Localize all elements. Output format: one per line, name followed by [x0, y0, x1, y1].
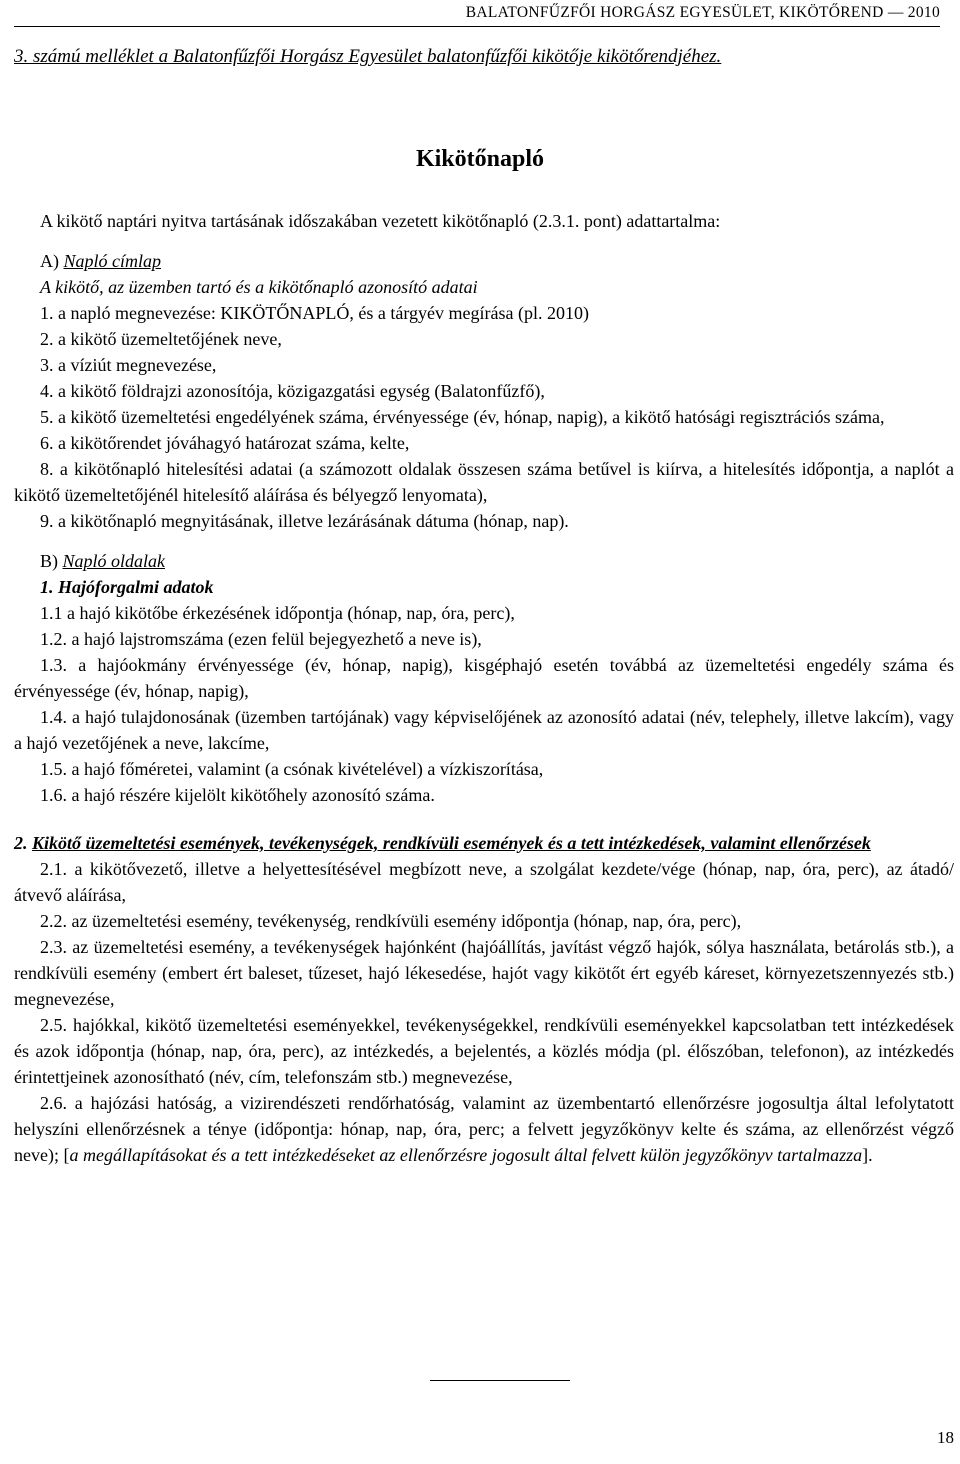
document-body — [14, 208, 954, 1168]
section-b-title: Napló oldalak — [62, 551, 165, 571]
list-item: 2. a kikötő üzemeltetőjének neve, — [40, 329, 282, 349]
list-item: 1.1 a hajó kikötőbe érkezésének időpontja (hónap, nap, óra, perc), — [40, 603, 515, 623]
annex-title: 3. számú melléklet a Balatonfűzfői Horgász Egyesület balatonfűzfői kikötője kikötőrendjéhez. — [14, 46, 722, 67]
section-a-subheading: A kikötő, az üzemben tartó és a kikötőnapló azonosító adatai — [40, 277, 478, 297]
spacer — [14, 808, 954, 830]
list-item: 6. a kikötőrendet jóváhagyó határozat száma, kelte, — [40, 433, 410, 453]
section-b-prefix: B) — [40, 551, 63, 571]
list-item: 1.4. a hajó tulajdonosának (üzemben tartójának) vagy képviselőjének az azonosító adatai (név, telephely, illetve lakcím), vagy a hajó vezetőjének a neve, lakcíme, — [14, 707, 954, 753]
list-item: 1.3. a hajóokmány érvényessége (év, hónap, napig), kisgéphajó esetén továbbá az üzemeltetési engedély száma és érvényessége (év, hónap, napig), — [14, 655, 954, 701]
section-a-prefix: A) — [40, 251, 64, 271]
subsection-2-title: Kikötő üzemeltetési események, tevékenységek, rendkívüli események és a tett intézkedések, valamint ellenőrzések — [32, 833, 871, 853]
page-number: 18 — [937, 1428, 954, 1447]
last-item-text: 2.6. a hajózási hatóság, a vizirendészeti rendőrhatóság, valamint az üzembentartó ellenőrzésre jogosultja által lefolytatott helyszíni ellenőrzésnek a ténye (időpontja: hónap, nap, óra, perc; a felvett jegyzőkönyv kelte és száma, az ellenőrzést végző neve); [ — [14, 1093, 954, 1165]
list-item: 9. a kikötőnapló megnyitásának, illetve lezárásának dátuma (hónap, nap). — [40, 511, 569, 531]
list-item: 2.1. a kikötővezető, illetve a helyettesítésével megbízott neve, a szolgálat kezdete/vége (hónap, nap, óra, perc), az átadó/átvevő aláírása, — [14, 859, 954, 905]
section-a-title: Napló címlap — [63, 251, 161, 271]
list-item: 8. a kikötőnapló hitelesítési adatai (a számozott oldalak összesen száma betűvel is kiírva, a hitelesítés időpontja, a naplót a kikötő üzemeltetőjénél hitelesítő aláírása és bélyegző lenyomata), — [14, 459, 954, 505]
last-item-italic: a megállapításokat és a tett intézkedéseket az ellenőrzésre jogosult által felvett külön jegyzőkönyv tartalmazza — [69, 1145, 863, 1165]
list-item: 2.3. az üzemeltetési esemény, a tevékenységek hajónként (hajóállítás, javítást végző hajók, sólya használata, betárolás stb.), a rendkívüli esemény (embert ért baleset, tűzeset, hajó lékesedése, hajót vagy kikötőt ért egyéb káreset, környezetszennyezés stb.) megnevezése, — [14, 937, 954, 1009]
list-item: 1.5. a hajó főméretei, valamint (a csónak kivételével) a vízkiszorítása, — [40, 759, 544, 779]
subsection-1-heading: 1. Hajóforgalmi adatok — [40, 577, 214, 597]
intro-paragraph: A kikötő naptári nyitva tartásának időszakában vezetett kikötőnapló (2.3.1. pont) adattartalma: — [40, 211, 721, 231]
list-item: 1.2. a hajó lajstromszáma (ezen felül bejegyezhető a neve is), — [40, 629, 482, 649]
end-rule — [430, 1380, 570, 1381]
subsection-2-heading — [14, 830, 954, 856]
list-item: 4. a kikötő földrajzi azonosítója, közigazgatási egység (Balatonfűzfő), — [40, 381, 545, 401]
list-item: 5. a kikötő üzemeltetési engedélyének száma, érvényessége (év, hónap, napig), a kikötő hatósági regisztrációs száma, — [40, 407, 885, 427]
running-header: BALATONFŰZFŐI HORGÁSZ EGYESÜLET, KIKÖTŐREND — 2010 — [14, 4, 940, 27]
list-item-last — [14, 1090, 954, 1168]
list-item: 1.6. a hajó részére kijelölt kikötőhely azonosító száma. — [40, 785, 435, 805]
list-item: 1. a napló megnevezése: KIKÖTŐNAPLÓ, és a tárgyév megírása (pl. 2010) — [40, 303, 589, 323]
document-title: Kikötőnapló — [415, 146, 545, 172]
section-a-heading — [14, 248, 954, 274]
list-item: 2.2. az üzemeltetési esemény, tevékenység, rendkívüli esemény időpontja (hónap, nap, óra, perc), — [40, 911, 742, 931]
spacer — [14, 234, 954, 248]
section-b-heading — [14, 548, 954, 574]
list-item: 3. a víziút megnevezése, — [40, 355, 217, 375]
spacer — [14, 534, 954, 548]
list-item: 2.5. hajókkal, kikötő üzemeltetési eseményekkel, tevékenységekkel, rendkívüli eseményekkel kapcsolatban tett intézkedések és azok időpontja (hónap, nap, óra, perc), az intézkedés, a bejelentés, a közlés módja (pl. élőszóban, telefonon), az intézkedés érintettjeinek azonosítható (név, cím, telefonszám stb.) megnevezése, — [14, 1015, 954, 1087]
subsection-2-number: 2. — [14, 833, 32, 853]
last-item-end: ]. — [862, 1145, 873, 1165]
